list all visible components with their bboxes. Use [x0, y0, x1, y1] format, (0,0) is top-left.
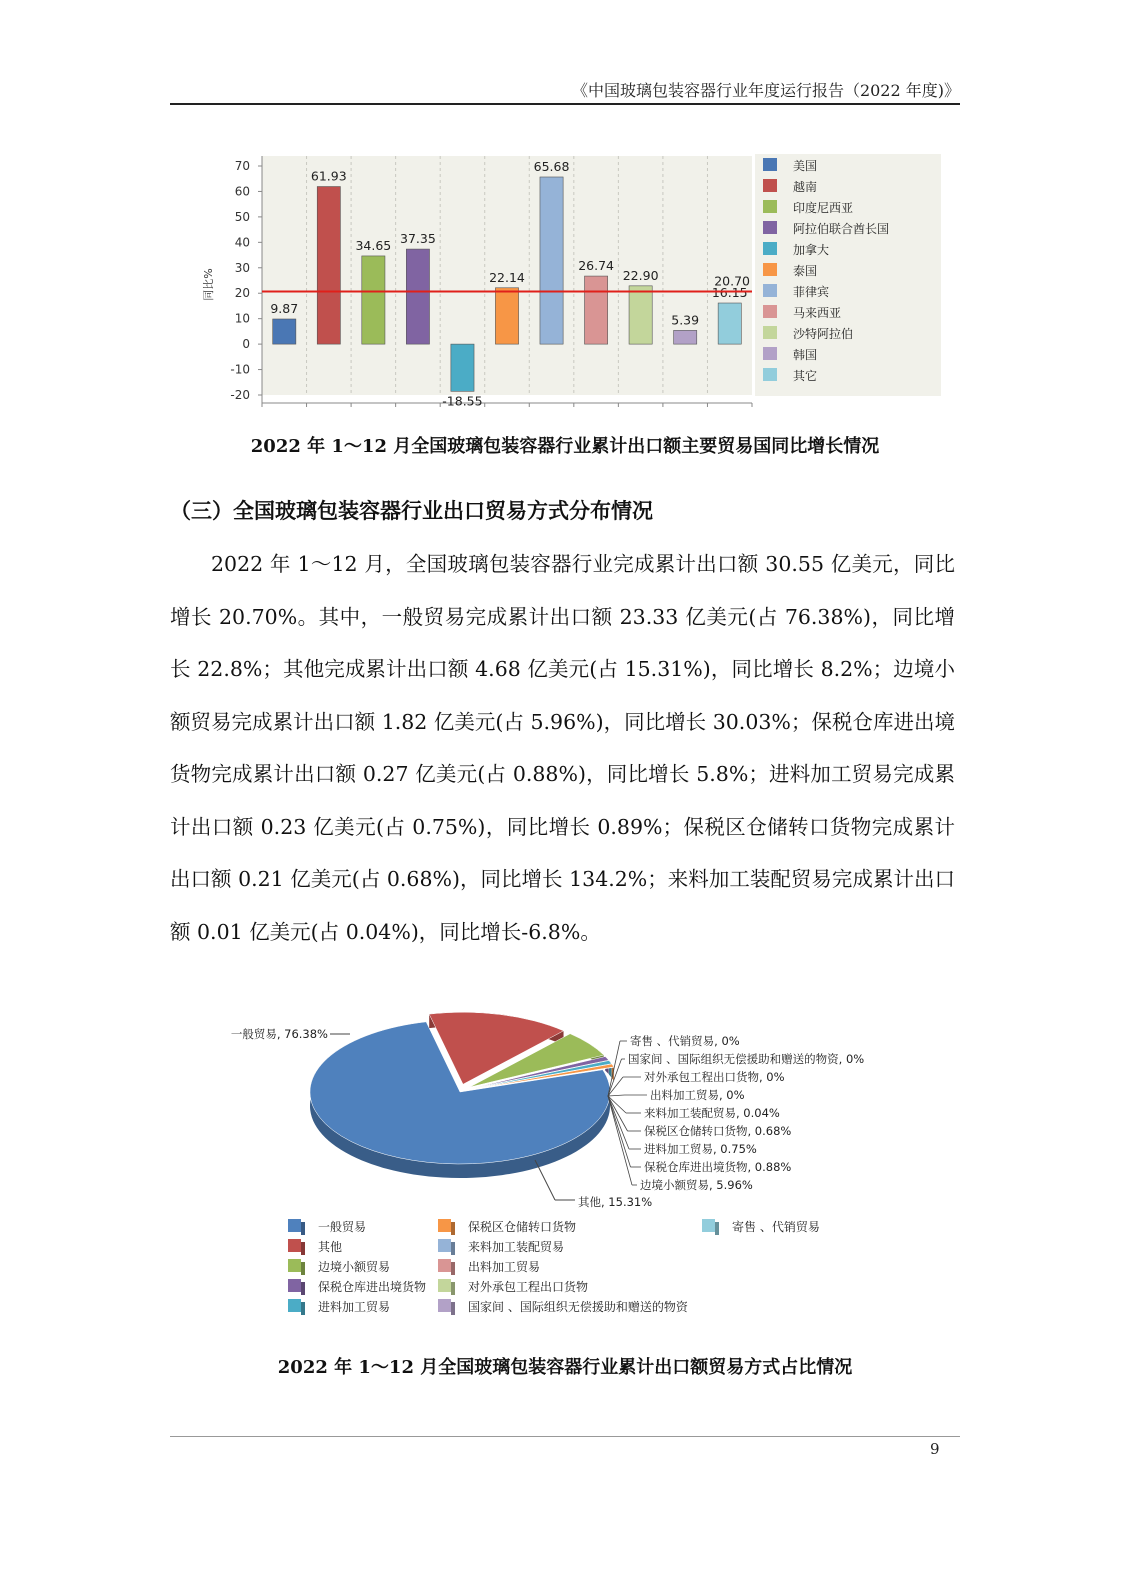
- pie-legend-swatch-side: [301, 1302, 305, 1315]
- pie-label-right: 保税仓库进出境货物, 0.88%: [644, 1160, 792, 1174]
- legend-label: 韩国: [793, 348, 818, 362]
- y-tick-label: -10: [230, 362, 250, 377]
- trade-mode-pie-chart: [200, 1010, 940, 1340]
- bar-value-label: 16.15: [711, 285, 748, 301]
- bar-value-label: -18.55: [442, 393, 483, 409]
- bar: [451, 344, 474, 391]
- pie-label-other: 其他, 15.31%: [578, 1195, 653, 1209]
- bar-value-label: 37.35: [400, 231, 436, 247]
- legend-swatch: [763, 305, 777, 318]
- pie-legend-swatch-side: [451, 1222, 455, 1235]
- y-tick-label: 60: [234, 184, 250, 199]
- pie-legend-label: 出料加工贸易: [468, 1260, 541, 1274]
- legend-swatch: [763, 368, 777, 381]
- leader-line: [535, 1160, 555, 1200]
- legend-label: 加拿大: [793, 243, 830, 257]
- legend-swatch: [763, 326, 777, 339]
- pie-label-right: 保税区仓储转口货物, 0.68%: [644, 1124, 792, 1138]
- legend-label: 越南: [793, 180, 818, 194]
- page-number: 9: [930, 1440, 940, 1458]
- pie-legend-swatch-side: [451, 1262, 455, 1275]
- pie-legend-swatch-side: [301, 1242, 305, 1255]
- pie-label-right: 对外承包工程出口货物, 0%: [644, 1070, 785, 1084]
- legend-swatch: [763, 158, 777, 171]
- pie-legend-label: 保税仓库进出境货物: [318, 1280, 427, 1294]
- legend-label: 印度尼西亚: [793, 201, 854, 215]
- bar-value-label: 22.90: [622, 267, 659, 283]
- legend-swatch: [763, 284, 777, 297]
- leader-line: [608, 1095, 625, 1096]
- y-tick-label: 50: [234, 209, 250, 224]
- bar: [718, 303, 741, 344]
- pie-legend-swatch-side: [301, 1222, 305, 1235]
- pie-legend-swatch: [438, 1219, 451, 1232]
- pie-legend-swatch: [438, 1259, 451, 1272]
- bar: [540, 177, 563, 344]
- bar-value-label: 5.39: [671, 312, 700, 328]
- pie-legend-swatch: [702, 1219, 715, 1232]
- legend-swatch: [763, 242, 777, 255]
- pie-legend-swatch: [288, 1239, 301, 1252]
- pie-label-right: 进料加工贸易, 0.75%: [644, 1142, 757, 1156]
- paragraph-text: 2022 年 1～12 月，全国玻璃包装容器行业完成累计出口额 30.55 亿美元，同比增长 20.70%。其中，一般贸易完成累计出口额 23.33 亿美元(占 76.38%)，同比增长 22.8%；其他完成累计出口额 4.68 亿美元(占 15.31%)，同比增长 8.2%；边境小额贸易完成累计出口额 1.82 亿美元(占 5.96%)，同比增长 30.03%；保税仓库进出境货物完成累计出口额 0.27 亿美元(占 0.88%)，同比增长 5.8%；进料加工贸易完成累计出口额 0.23 亿美元(占 0.75%)，同比增长 0.89%；保税区仓储转口货物完成累计出口额 0.21 亿美元(占 0.68%)，同比增长 134.2%；来料加工装配贸易完成累计出口额 0.01 亿美元(占 0.04%)，同比增长-6.8%。: [170, 552, 955, 944]
- pie-legend-label: 寄售 、代销贸易: [732, 1220, 820, 1234]
- bar: [674, 330, 697, 344]
- bar-value-label: 26.74: [578, 258, 614, 274]
- y-tick-label: 20: [234, 286, 250, 301]
- legend-label: 阿拉伯联合酋长国: [793, 222, 890, 236]
- legend-label: 马来西亚: [793, 306, 842, 320]
- export-growth-bar-chart: [190, 148, 950, 424]
- pie-legend-label: 国家间 、国际组织无偿援助和赠送的物资: [468, 1300, 688, 1314]
- bar-value-label: 34.65: [355, 237, 392, 253]
- pie-label-right: 国家间 、国际组织无偿援助和赠送的物资, 0%: [628, 1052, 865, 1066]
- bar: [273, 319, 296, 344]
- pie-legend-label: 一般贸易: [318, 1220, 367, 1234]
- pie-legend-swatch-side: [451, 1282, 455, 1295]
- legend-box: [755, 154, 941, 396]
- reference-line-label: 20.70: [714, 273, 750, 289]
- pie-label-right: 寄售 、代销贸易, 0%: [630, 1034, 740, 1048]
- pie-legend-swatch: [438, 1279, 451, 1292]
- legend-swatch: [763, 347, 777, 360]
- pie-chart-caption: 2022 年 1～12 月全国玻璃包装容器行业累计出口额贸易方式占比情况: [277, 1357, 853, 1378]
- pie-legend-swatch: [438, 1299, 451, 1312]
- pie-legend-swatch-side: [451, 1302, 455, 1315]
- leader-line: [608, 1096, 629, 1149]
- pie-label-right: 边境小额贸易, 5.96%: [640, 1178, 753, 1192]
- footer-divider: [170, 1436, 960, 1437]
- pie-legend-label: 来料加工装配贸易: [468, 1240, 565, 1254]
- leader-line: [608, 1096, 632, 1185]
- bar: [585, 276, 608, 344]
- pie-legend-label: 其他: [318, 1240, 343, 1254]
- legend-swatch: [763, 221, 777, 234]
- y-tick-label: 30: [234, 260, 250, 275]
- pie-legend-label: 进料加工贸易: [318, 1300, 391, 1314]
- body-paragraph: [170, 538, 955, 958]
- pie-legend-swatch: [288, 1299, 301, 1312]
- y-tick-label: 0: [242, 337, 250, 352]
- legend-swatch: [763, 200, 777, 213]
- bar-value-label: 65.68: [533, 158, 570, 174]
- pie-legend-swatch: [288, 1259, 301, 1272]
- y-tick-label: 70: [234, 159, 250, 173]
- legend-label: 沙特阿拉伯: [793, 327, 854, 341]
- legend-swatch: [763, 263, 777, 276]
- bar: [317, 187, 340, 345]
- bar-value-label: 9.87: [270, 300, 299, 316]
- report-header: 《中国玻璃包装容器行业年度运行报告（2022 年度)》: [571, 81, 960, 100]
- y-axis-label: 同比%: [202, 268, 215, 301]
- pie-legend-swatch: [438, 1239, 451, 1252]
- legend-label: 美国: [793, 159, 818, 173]
- pie-legend-label: 边境小额贸易: [318, 1260, 391, 1274]
- section-title: （三）全国玻璃包装容器行业出口贸易方式分布情况: [170, 498, 653, 523]
- y-tick-label: 10: [234, 311, 250, 326]
- pie-label-main: 一般贸易, 76.38%: [230, 1027, 328, 1041]
- bar: [406, 249, 429, 344]
- legend-swatch: [763, 179, 777, 192]
- y-tick-label: 40: [234, 235, 250, 250]
- bar: [495, 288, 518, 344]
- pie-legend-swatch-side: [301, 1262, 305, 1275]
- pie-legend-swatch: [288, 1219, 301, 1232]
- legend-label: 菲律宾: [793, 285, 830, 299]
- pie-legend-label: 对外承包工程出口货物: [468, 1280, 589, 1294]
- bar: [362, 256, 385, 344]
- bar-chart-caption: 2022 年 1～12 月全国玻璃包装容器行业累计出口额主要贸易国同比增长情况: [250, 436, 880, 457]
- bar-value-label: 22.14: [489, 269, 525, 285]
- pie-legend-swatch-side: [451, 1242, 455, 1255]
- header-divider: [170, 103, 960, 105]
- legend-label: 其它: [793, 369, 818, 383]
- pie-label-right: 来料加工装配贸易, 0.04%: [644, 1106, 780, 1120]
- bar: [629, 286, 652, 344]
- pie-legend-swatch-side: [301, 1282, 305, 1295]
- pie-legend-swatch-side: [715, 1222, 719, 1235]
- y-tick-label: -20: [230, 388, 250, 402]
- bar-value-label: 61.93: [310, 168, 347, 184]
- pie-legend-swatch: [288, 1279, 301, 1292]
- pie-label-right: 出料加工贸易, 0%: [650, 1088, 745, 1102]
- legend-label: 泰国: [793, 264, 818, 278]
- pie-legend-label: 保税区仓储转口货物: [468, 1220, 577, 1234]
